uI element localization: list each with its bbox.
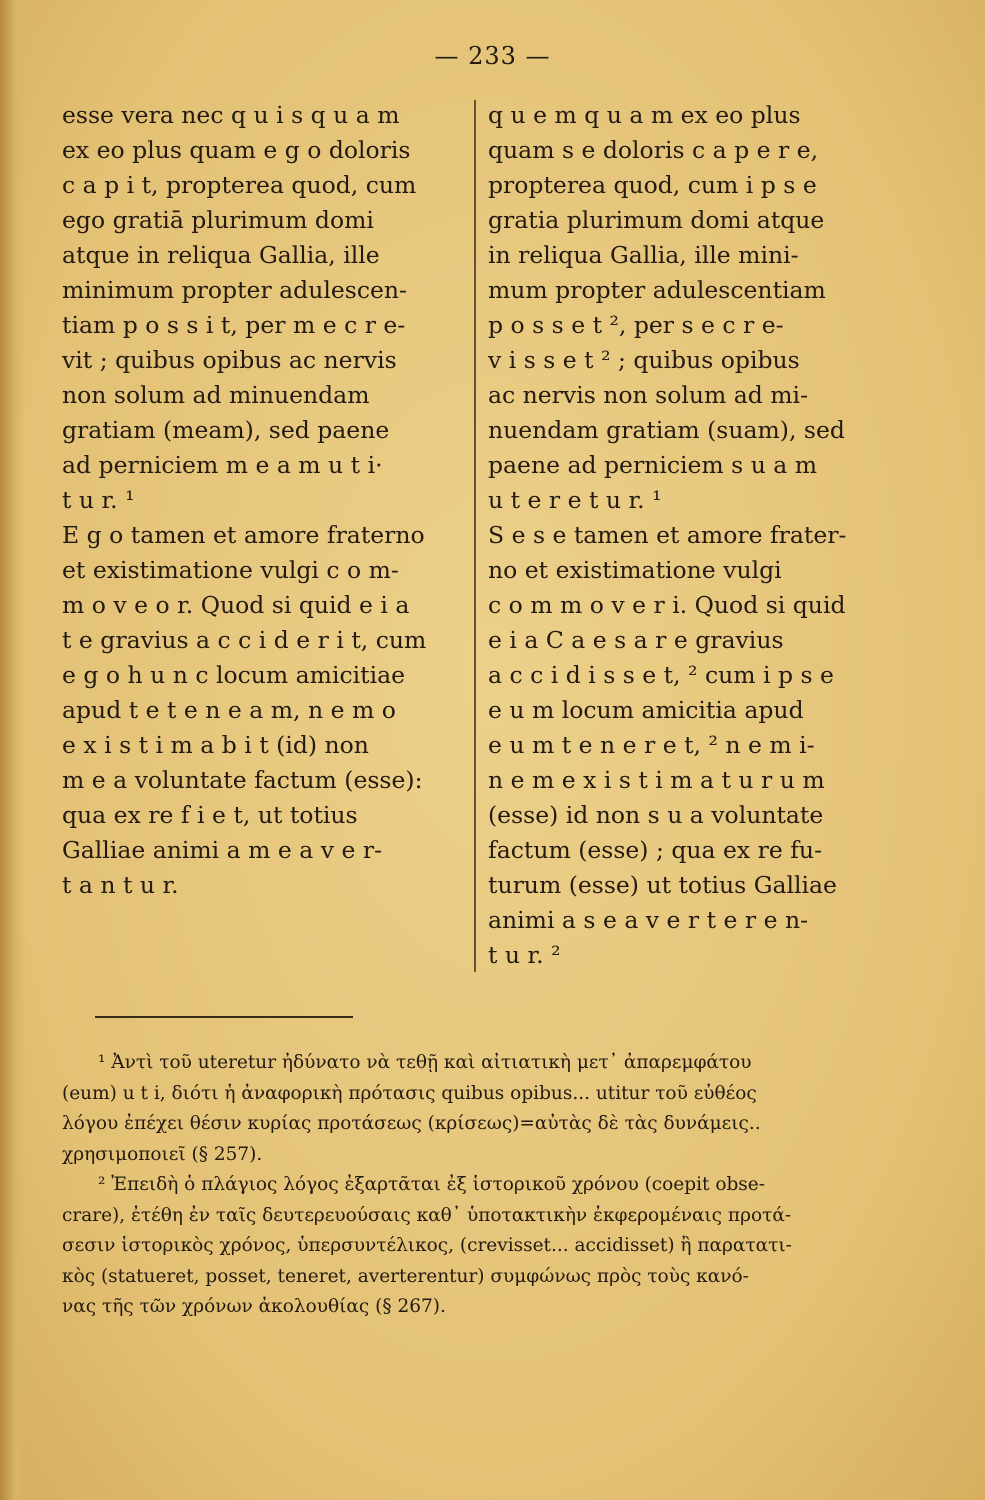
- footnote-line: (eum) u t i, διότι ἡ ἀναφορικὴ πρότασις quibus opibus... utitur τοῦ εὐθέος: [62, 1082, 757, 1104]
- text-line: ad perniciem m e a m u t i·: [62, 451, 383, 479]
- text-line: atque in reliqua Gallia, ille: [62, 241, 380, 269]
- text-line: et existimatione vulgi c o m-: [62, 556, 399, 584]
- text-line: gratiam (meam), sed paene: [62, 416, 390, 444]
- text-line: gratia plurimum domi atque: [488, 206, 825, 234]
- text-line: animi a s e a v e r t e r e n-: [488, 906, 809, 934]
- text-line: mum propter adulescentiam: [488, 276, 826, 304]
- footnote-line: νας τῆς τῶν χρόνων ἀκολουθίας (§ 267).: [62, 1296, 446, 1317]
- text-line: no et existimatione vulgi: [488, 556, 782, 584]
- footnote-separator: [95, 1016, 353, 1018]
- text-line: t u r. ¹: [62, 486, 135, 514]
- footnote-line: crare), ἐτέθη ἐν ταῖς δευτερευούσαις καθ᾽ ὑποτακτικὴν ἐκφερομέναις προτά-: [62, 1204, 792, 1226]
- text-line: E g o tamen et amore fraterno: [62, 521, 425, 549]
- text-line: a c c i d i s s e t, ² cum i p s e: [488, 661, 834, 689]
- text-line: nuendam gratiam (suam), sed: [488, 416, 845, 444]
- footnote-line: σεσιν ἱστορικὸς χρόνος, ὑπερσυντέλικος, (crevisset... accidisset) ἢ παρατατι-: [62, 1235, 792, 1256]
- text-line: c a p i t, propterea quod, cum: [62, 171, 417, 199]
- text-line: factum (esse) ; qua ex re fu-: [488, 836, 823, 864]
- text-line: e u m locum amicitia apud: [488, 696, 804, 724]
- text-line: Galliae animi a m e a v e r-: [62, 836, 383, 864]
- footnote-line: ² Ἐπειδὴ ὁ πλάγιος λόγος ἐξαρτᾶται ἐξ ἱστορικοῦ χρόνου (coepit obse-: [98, 1174, 765, 1195]
- text-line: ex eo plus quam e g o doloris: [62, 136, 411, 164]
- text-line: quam s e doloris c a p e r e,: [488, 136, 819, 164]
- text-line: t u r. ²: [488, 941, 561, 969]
- left-column-latin-original: [62, 98, 467, 903]
- footnote-1: [62, 1048, 908, 1170]
- footnote-line: λόγου ἐπέχει θέσιν κυρίας προτάσεως (κρίσεως)=αὐτὰς δὲ τὰς δυνάμεις..: [62, 1113, 761, 1134]
- page-edge-shadow: [0, 0, 26, 1500]
- text-line: (esse) id non s u a voluntate: [488, 801, 824, 829]
- text-line: non solum ad minuendam: [62, 381, 370, 409]
- text-line: t a n t u r.: [62, 871, 179, 899]
- text-line: ego gratiā plurimum domi: [62, 206, 374, 234]
- footnote-line: ¹ Ἀντὶ τοῦ uteretur ἠδύνατο νὰ τεθῇ καὶ αἰτιατικὴ μετ᾽ ἀπαρεμφάτου: [98, 1052, 752, 1073]
- page-number: — 233 —: [434, 42, 551, 70]
- right-column-indirect-speech: [488, 98, 893, 973]
- text-line: S e s e tamen et amore frater-: [488, 521, 847, 549]
- text-line: q u e m q u a m ex eo plus: [488, 101, 801, 129]
- text-line: vit ; quibus opibus ac nervis: [62, 346, 397, 374]
- text-line: t e gravius a c c i d e r i t, cum: [62, 626, 427, 654]
- text-line: paene ad perniciem s u a m: [488, 451, 818, 479]
- text-line: propterea quod, cum i p s e: [488, 171, 817, 199]
- text-line: e i a C a e s a r e gravius: [488, 626, 784, 654]
- text-line: p o s s e t ², per s e c r e-: [488, 311, 784, 339]
- column-divider: [474, 100, 476, 972]
- text-line: e x i s t i m a b i t (id) non: [62, 731, 369, 759]
- text-line: ac nervis non solum ad mi-: [488, 381, 809, 409]
- text-line: e u m t e n e r e t, ² n e m i-: [488, 731, 815, 759]
- text-line: qua ex re f i e t, ut totius: [62, 801, 358, 829]
- footnote-line: κὸς (statueret, posset, teneret, averterentur) συμφώνως πρὸς τοὺς κανό-: [62, 1265, 749, 1287]
- text-line: apud t e t e n e a m, n e m o: [62, 696, 396, 724]
- text-line: e g o h u n c locum amicitiae: [62, 661, 406, 689]
- text-line: tiam p o s s i t, per m e c r e-: [62, 311, 406, 339]
- text-line: m e a voluntate factum (esse):: [62, 766, 423, 794]
- text-line: m o v e o r. Quod si quid e i a: [62, 591, 410, 619]
- text-line: v i s s e t ² ; quibus opibus: [488, 346, 800, 374]
- text-line: esse vera nec q u i s q u a m: [62, 101, 400, 129]
- footnote-2: [62, 1170, 908, 1323]
- text-line: u t e r e t u r. ¹: [488, 486, 662, 514]
- text-line: c o m m o v e r i. Quod si quid: [488, 591, 846, 619]
- text-line: n e m e x i s t i m a t u r u m: [488, 766, 825, 794]
- text-line: turum (esse) ut totius Galliae: [488, 871, 837, 899]
- text-line: minimum propter adulescen-: [62, 276, 407, 304]
- text-line: in reliqua Gallia, ille mini-: [488, 241, 799, 269]
- footnotes: [62, 1048, 908, 1323]
- footnote-line: χρησιμοποιεῖ (§ 257).: [62, 1143, 263, 1165]
